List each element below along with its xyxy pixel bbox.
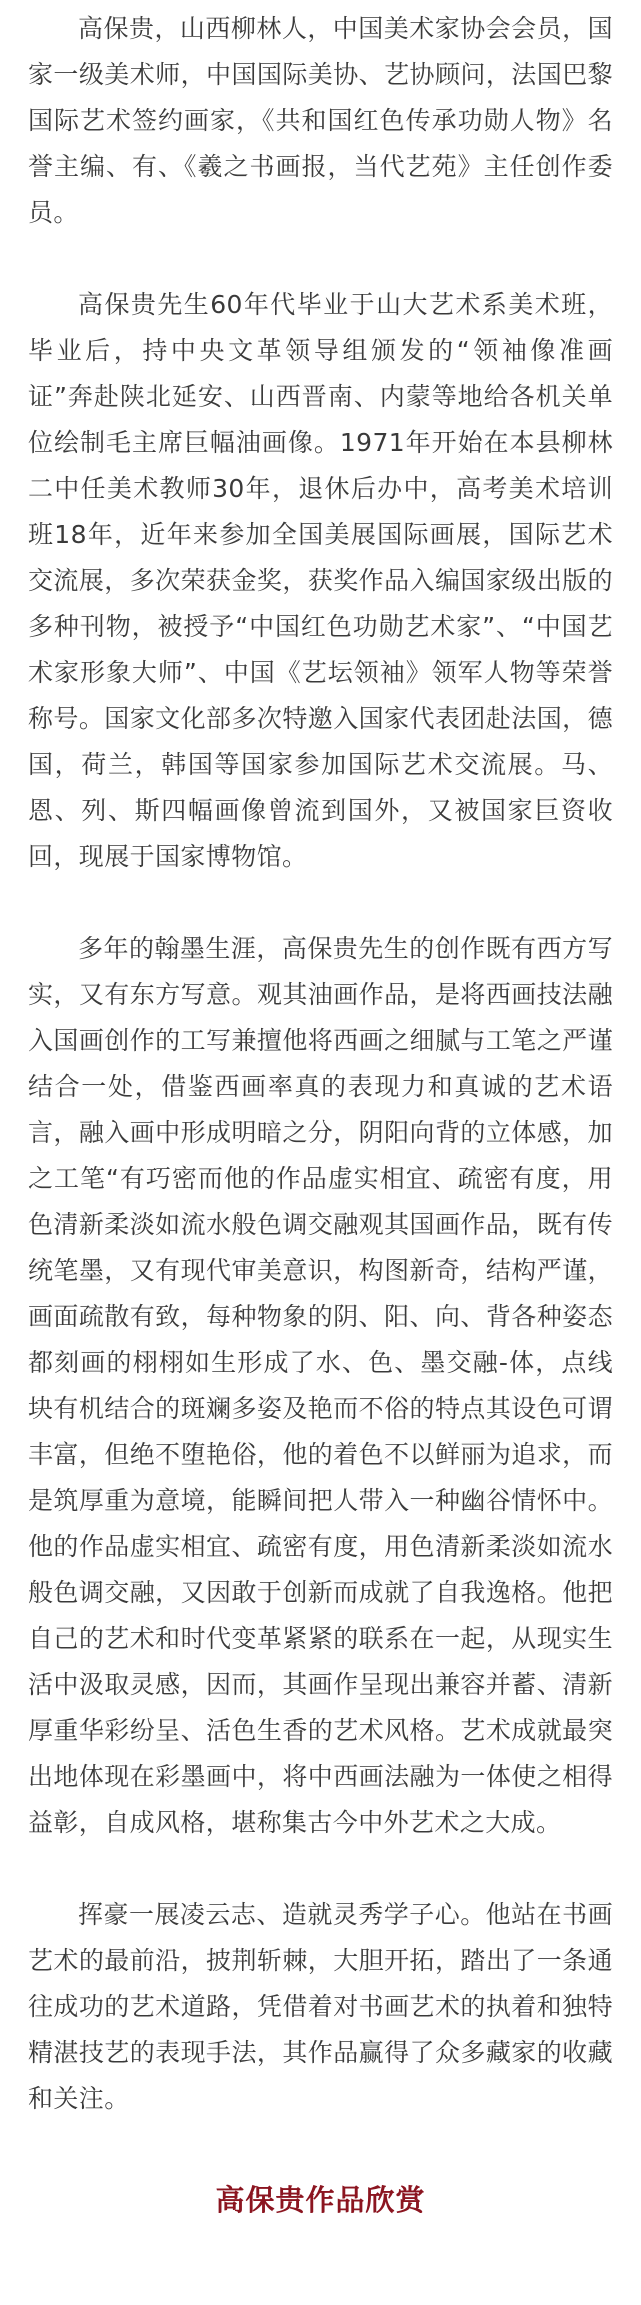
section-heading-works: 高保贵作品欣赏 [215,2183,426,2217]
paragraph-career: 高保贵先生60年代毕业于山大艺术系美术班，毕业后，持中央文革领导组颁发的“领袖像准画证”奔赴陕北延安、山西晋南、内蒙等地给各机关单位绘制毛主席巨幅油画像。1971年开始在本县柳林二中任美术教师30年，退休后办中，高考美术培训班18年，近年来参加全国美展国际画展，国际艺术交流展，多次荣获金奖，获奖作品入编国家级出版的多种刊物，被授予“中国红色功勋艺术家”、“中国艺术家形象大师”、中国《艺坛领袖》领军人物等荣誉称号。国家文化部多次特邀入国家代表团赴法国，德国，荷兰，韩国等国家参加国际艺术交流展。马、恩、列、斯四幅画像曾流到国外，又被国家巨资收回，现展于国家博物馆。 [28,290,613,871]
paragraph-biography: 高保贵，山西柳林人，中国美术家协会会员，国家一级美术师，中国国际美协、艺协顾问，法国巴黎国际艺术签约画家，《共和国红色传承功勋人物》名誉主编、有、《羲之书画报，当代艺苑》主任创作委员。 [28,14,613,227]
paragraph-artistic-style: 多年的翰墨生涯，高保贵先生的创作既有西方写实，又有东方写意。观其油画作品，是将西画技法融入国画创作的工写兼擅他将西画之细腻与工笔之严谨结合一处，借鉴西画率真的表现力和真诚的艺术语言，融入画中形成明暗之分，阴阳向背的立体感，加之工笔“有巧密而他的作品虚实相宜、疏密有度，用色清新柔淡如流水般色调交融观其国画作品，既有传统笔墨，又有现代审美意识，构图新奇，结构严谨，画面疏散有致，每种物象的阴、阳、向、背各种姿态都刻画的栩栩如生形成了水、色、墨交融-体，点线块有机结合的斑斓多姿及艳而不俗的特点其设色可谓丰富，但绝不堕艳俗，他的着色不以鲜丽为追求，而是筑厚重为意境，能瞬间把人带入一种幽谷情怀中。他的作品虚实相宜、疏密有度，用色清新柔淡如流水般色调交融，又因敢于创新而成就了自我逸格。他把自己的艺术和时代变革紧紧的联系在一起，从现实生活中汲取灵感，因而，其画作呈现出兼容并蓄、清新厚重华彩纷呈、活色生香的艺术风格。艺术成就最突出地体现在彩墨画中，将中西画法融为一体使之相得益彰，自成风格，堪称集古今中外艺术之大成。 [28,934,613,1837]
paragraph-achievement: 挥豪一展凌云志、造就灵秀学子心。他站在书画艺术的最前沿，披荆斩棘，大胆开拓，踏出了一条通往成功的艺术道路，凭借着对书画艺术的执着和独特精湛技艺的表现手法，其作品赢得了众多藏家的收藏和关注。 [28,1900,613,2113]
